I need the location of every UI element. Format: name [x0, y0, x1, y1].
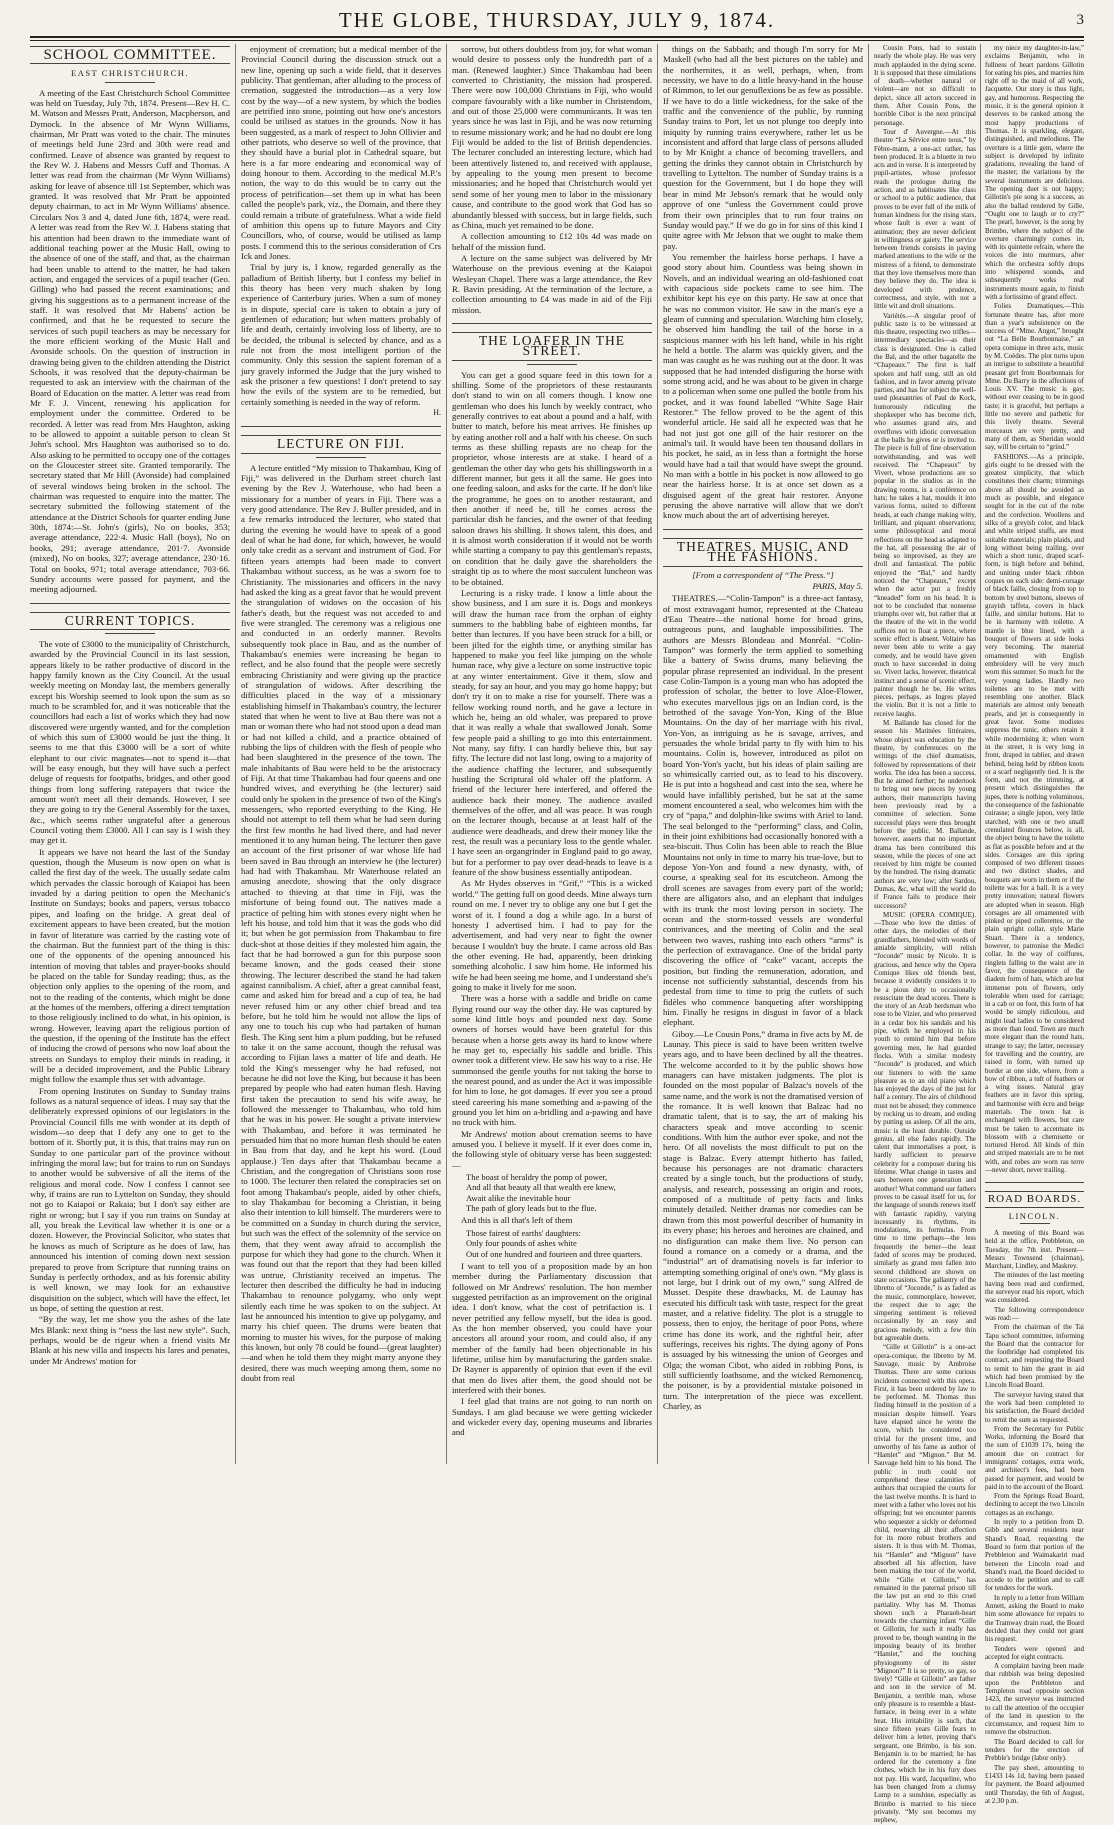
column-1 [30, 44, 230, 1464]
divider [527, 364, 577, 365]
current-topics-heading: CURRENT TOPICS. [30, 612, 230, 630]
article-paragraph: The Board decided to call for tenders for the erection of Prebble's bridge (labor only). [985, 1737, 1084, 1763]
east-christchurch-subheading: EAST CHRISTCHURCH. [71, 68, 189, 79]
divider [316, 457, 366, 458]
section-rule [30, 603, 230, 604]
article-paragraph: enjoyment of cremation; but a medical member of the Provincial Council during the discussion struck out a new line, opening up such a wide field, that it deserves publicity. That gentleman, after alluding to the process of cremation, suggested the introduction—as a very low cost by the way—of a new system, by which the bodies are petrified into stone, pointing out how one's ancestors could be utilised as statues in the grounds. Now it has been suggested, as a mark of respect to John Ollivier and other patriots, who deserve so well of the province, that they should have a burial plot in Cathedral square, but here is a far more endearing and economical way of doing honour to them. According to the medical M.P.'s notion, the way to do this would be to carry out the process of petrification—set them up in what has been called the people's park, viz., the Domain, and there they could remain a tribute of gratefulness. What a wide field of ambition this opens up to future Mayors and City Councillors, who, of course, would be utilised as lamp posts. I commend this to the serious consideration of Crs Ick and Jones. [241, 44, 441, 261]
article-paragraph: I feel glad that trains are not going to run north on Sundays. I am glad because we were getting wickeder and wickeder every day, opening museums and libraries and [452, 1396, 652, 1438]
article-paragraph: A lecture entitled “My mission to Thakambau, King of Fiji,” was delivered in the Durham street church last evening by the Rev J. Waterhouse, who had been a missionary for a number of years in Fiji. There was a very good attendance. The Rev J. Buller presided, and in a few remarks introduced the lecturer, who stated that during the evening he would have to speak of a good deal of what he had done, for which, however, he would only take credit as a servant and instrument of God. For fifteen years attempts had been made to convert Thakambau without success, as he was a sworn foe to Christianity. The missionaries and officers in the navy had asked the king as a great favor that he would prevent the strangulation of widows on the occasion of his father's death, but the request was not acceded to and five were strangled. The ceremony was a religious one and conducted in an orderly manner. Revolts subsequently took place in Bau, and as the number of Thakambau's enemies were increasing he began to reflect, and he also found that the people were secretly embracing Christianity and were giving up the practice of strangulation of widows. After describing the difficulties placed in the way of a missionary establishing himself in Thakambau's country, the lecturer stated that when he went to live at Bau there was not a man or woman there who had not stood upon a dead man or had not killed a child, and a practice obtained of rubbing the lips of children with the flesh of people who had been slaughtered in the presence of the town. The male inhabitants of Bau were held to be the aristocracy of Fiji. At that time Thakambau had four queens and one hundred wives, and everything he (the lecturer) said could only be spoken in the presence of two of the King's messengers, who reported everything to the King. He should not attempt to tell them what he had seen during the first few months he had lived there, and had never mentioned it to any human being. The lecturer then gave an account of the first prisoner of war whose life had been saved in Bau through an interview he (the lecturer) had had with Thakambau. Mr Waterhouse related an amusing anecdote, showing that the only disgrace attached to thieving at that time in Fiji, was the misfortune of being found out. The natives made a practice of pelting him with stones every night when he left his house, and told him that it was the gods who did it; but when he got permission from Thakambau to fire duck-shot at those deities if they molested him again, the fact that he had borrowed a gun for this purpose soon became known, and the gods ceased their stone throwing. The lecturer described the stand he had taken against cannibalism. A chief, after a great cannibal feast, came and asked him for bread and a cup of tea, he had never refused him or any other chief bread and tea before, but he told him he would not allow the lips of any one to touch his cup who had partaken of human flesh. The King sent him a plum pudding, but he refused to take it on the same account, though the refusal was according to Fijian laws a matter of life and death. He told the King's messenger why he had refused, not because he did not love the King, but because it has been prepared by people who had eaten human flesh. Having first taken the precaution to send his wife away, he followed the messenger to Thakambau, who told him that he was in his power. He sought a private interview with Thakambau, and before it was terminated he persuaded him that no more human flesh should be eaten in Bau from that day, and he kept his word. (Loud applause.) Ten days after that Thakambau became a Christian, and the congregation of Christians soon rose to 1000. The lecturer then related the conspiracies set on foot among Thakambau's people, aided by other chiefs, to slay Thakambau for becoming a Christian, it being also their intention to kill himself. The murderers were to be committed on a Sunday in church during the service, but such was the effect of the solemnity of the service on them, that they went away afraid to accomplish the purpose for which they had gone to the church. When it was found out that the report that they had been killed was untrue, Christianity received an impetus. The lecturer then described the difficulty he had in inducing Thakambau to renounce polygamy, who only wept silently each time he was spoken to on the subject. At last he announced his intention to give up polygamy, and marry his chief queen. The drums were beaten that morning to muster his wives, for the purpose of making this known, but only 78 could be found—(great laughter)—and when he told them they might marry anyone they desired, there was much weeping among them, some no doubt from real [241, 462, 441, 1383]
article-paragraph: There was a horse with a saddle and bridle on came flying round our way the other day. He was captured by some kind little boys and pounded next day. Some owners of horses would have been grateful for this because when a horse gets away its hard to know where he may get to, especially his saddle and bridle. This owner took a different view. He saw his way to a rise. He summonsed the gentle youths for not taking the horse to the nearest pound, and as under the Act it was impossible for him to lose, he got damages. If ever you see a proud steed careering his mane something and a-pawing of the ground you let him on a-bridling and a-pawing and have no truck with him. [452, 993, 652, 1128]
article-paragraph: You remember the hairless horse perhaps. I have a good story about him. Countless was being shown in Novels, and an individual wearing an old-fashioned coat with capacious side pockets came to see him. The exhibitor kept his eye on this party. He saw at once that he was no common visitor. He saw in the man's eye a gleam of cunning and speculation. Watching him closely, he observed him handling the tail of the horse in a suspicious manner with his left hand, while in his right he held a bottle. The alarm was quickly given, and the man was caught as he was rushing out at the door. It was supposed that he had intended disfiguring the horse with some strong acid, and he was about to be given in charge to a policeman when some one pulled the bottle from his pocket, and it was found labelled “White Sage Hair Restorer.” The fellow proved to be the agent of this wonderful article. He said all he expected was that he had not just got one gill of the hair restorer on the animal's tail. It would have been ten thousand dollars in his pocket, he said, as in less than a fortnight the horse would have had a tail that would have swept the ground. No man with a bottle in his pocket is now allowed to go near the hairless horse. It is at once set down as a disguised agent of the great hair restorer. Anyone perusing the above narrative will allow that we don't know much about the art of advertising hereyet. [663, 251, 863, 521]
column-rule [980, 44, 981, 1464]
article-paragraph: In reply to a letter from William Annett, asking the Board to make him some allowance for repairs to the Tramway drain road, the Board decided that they could not grant his request. [985, 1593, 1084, 1644]
article-paragraph: As Mr Hydes observes in “Grif,” “This is a wicked world.” The getting full on good deeds. Mine always turn round on me. I never try to oblige any one but I get the worst of it. I found a dog a while ago. In a burst of honesty I advertised him. I had to pay for the advertisement, and had very near to fight the owner because I wouldn't buy the brute. I came across old Bas the other evening. He had, apparently, been drinking something alcoholic. I saw him home. He informed his wife he had been seeing me home, and I understand she's going to make it lively for me soon. [452, 878, 652, 992]
article-paragraph: A collection amounting to £12 10s 4d was made on behalf of the mission fund. [452, 231, 652, 252]
verse [466, 1228, 652, 1259]
masthead-rule [30, 40, 1084, 41]
verse [466, 1172, 652, 1213]
divider [1020, 1223, 1050, 1224]
column-6 [985, 44, 1084, 1805]
divider [105, 82, 155, 83]
lecture-on-fiji-heading: LECTURE ON FIJI. [241, 435, 441, 453]
section-rule [452, 323, 652, 324]
columns [30, 44, 1084, 1825]
column-4 [663, 44, 863, 1464]
masthead [30, 6, 1084, 38]
loafer-heading: THE LOAFER IN THE STREET. [452, 332, 652, 361]
lincoln-subheading: LINCOLN. [1008, 1210, 1061, 1221]
article-paragraph: From the chairman of the Tai Tapu school committee, informing the Board that the contractor for the footbridge had completed his contract, and requesting the Board to remit to him the grant in aid which had been promised by the Lincoln Road Board. [985, 1323, 1084, 1390]
article-paragraph: From the Secretary for Public Works, informing the Board that the sum of £1039 17s, being the amount due on contract for immigrants' cottages, extra work, and architect's fees, had been passed for payment, and would be paid in to the account of the Board. [985, 1424, 1084, 1491]
byline: [From a correspondent of “The Press.”] [692, 569, 834, 580]
article-paragraph: “Gille et Gillotin” is a one-act opera-comique, the libretto by M. Sauvage, music by Ambroise Thomas. There are some curious incidents connected with this opera. First, it has been ordered by law to be performed. M. Thomas thus finding himself in the position of a musician despite himself. Years have elapsed since he wrote the score, which he considered too trivial for the present time, and unworthy of his fame as author of “Hamlet” and “Mignon.” But M. Sauvage held him to his bond. The public in truth could not comprehend these calamities of authors that occupied the courts for the last twelve months. It is hard to meet with a father who loves not his offspring; but we encounter parents who sequester a sickly or deformed child, reserving all their affection for its more robust brothers and sisters. It is thus with M. Thomas, his “Hamlet” and “Mignon” have absorbed all his affection, have been making the tour of the world, while “Gille et Gillotin,” has remained in the paternal prison till the law put an end to this cruel partiality. Why has M. Thomas shown such a Pharaoh-heart towards the charming infant “Gille et Gillotin, for such it really has proved to be, though wanting in the imposing beauty of its brother “Hamlet,” and the touching physiognomy of its sister “Mignon?” It is so pretty, so gay, so lively! “Gille et Gillotin” are father and son in the service of M. Benjamin, a terrible man, whose only pleasure is to resemble a blast-furnace, in being ever in a white heat. His irritability is such, that since fifteen years Gille fears to deliver him a letter, proving that's sergeant, one Brimbo, is his son. Benjamin is to be married; he has ordered for the ceremony a fine clothes, which he in his fury does not pay. His ward, Jacqueline, who has been changed from a clumsy Lump to a sunshine, especially as Brimbo is married to his niece privately. “My son becomes my nephew, [874, 1343, 976, 1825]
article-paragraph: Lecturing is a risky trade. I know a little about the show business, and I am sure it is. Dogs and monkeys will draw the human race from the orphan of eighty summers to the babbling babe of eighteen months, far better than lectures. If you have been struck for a bill, or been jilted for the eighth time, or anything similar has happened to make you feel like jumping on the whole human race, why give a lecture on some instructive topic at any winter entertainment. Give it them, slow and steady, for say an hour, and you may go home happy; but don't try it on to make a rise for yourself. There was a fellow working round north, and he gave a lecture in which he, being an old whaler, was prepared to prove that it was really a whale that swallowed Jonah. Some few people paid a shilling to go into this entertainment. Not many, say fifty. I can hardly believe this, but say fifty. The lecture did not last long, owing to a majority of the audience chaffing the lecturer, and subsequently hustling the Scriptural old whaler off the platform. A friend of the lecturer here interfered, and offered the audience back their money. The audience availed themselves of the offer, and all was peace. It was rough on the lecturer though, because at at least half of the audience were deadheads, and drew their money like the rest, the result was a pecuniary loss to the gentle whaler. I have seen an organgrinder in England paid to go away, but for a performer to pay over dead-heads to leave is a feature of the show business essentially antipodean. [452, 587, 652, 878]
column-5 [874, 44, 976, 1825]
article-paragraph: The following correspondence was read:— [985, 1305, 1084, 1322]
article-paragraph: FASHIONS.—As a principle, girls ought to be dressed with the greatest simplicity, that which constitutes their charm; trimmings above all should be avoided as much as possible, and elegance sought for in the cut of the robe and the confection. Woollens and silks of a greyish color, and black and white striped stuffs, are most suitable materials; plain plaids, and long without being trailing, over which a short tunic, draped scarf-form, is high before and behind, and uniting under black ribbon coques on each side: demi-corsage of black faille, closing from top to bottom by steel buttons, sleeves of grayish taffeta, covers in black faille, and similar buttons. Hat to be in harmony with toilette. A mantle is blue lined, with a bouquet of flowers at side looks very becoming. The material ornamented with English embroidery will be very much worn this summer. So much for the very young ladies. Hardly two toilettes are to be met with resembling one another. Black materials are almost only beneath pearls, and jet is consequently in great favor. Some modistes suppress the tunic, others retain it while modernising it; when worn in the street, it is very long in front, draped in tablier, and drawn behind, being held by ribbon knots or a scarf negligently tied. It is the form, and not the trimming, at present which distinguishes the jupes, there is nothing voluminous, the consequence of the fashionable cuirasse; a single jupon, very little starched, with one or two small crenulated flounces below, is all, the object being to have the toilette as flat as possible before and at the sides. Corsages are this spring composed of two different tissues and two distinct shades, and bouquets are worn in them or if the toilette was for a ball. It is a very pretty innovation; natural flowers are adopted when in season. High corsages are all ornamented with pinked or piped collerettes, or the plain upright collar, style Marie Stuart. There is a tendency, however, to patronise the Medici collar. In the way of coiffures, ringlets falling to the waist are in favor, the consequence of the diadem form of hats, which are but immense pots of flowers, only tolerable when used for carriage; in a cab or on foot, this form of hat would be simply ridiculous, and might lead ladies to be considered as more than loud. Town are much more elegant than the round hats, strange to say; the latter, necessary for travelling and the country, are raised in form, with turned up border at one side, where, from a bow of ribbon, a tuft of feathers or a wing issues. Natural gray feathers are in favor this spring, and harmonise with ècru and beige materials. The town hat is enchanged with flowers, but care must be taken to accentuate its blossom with a chemisette or tortured Herod. All kinds of thin and striped materials are to be met with, and robes are worn ras terre—never short, never trailing. [985, 452, 1084, 1175]
school-committee-heading: SCHOOL COMMITTEE. [30, 46, 230, 64]
section-rule [985, 1182, 1084, 1183]
article-paragraph: sorrow, but others doubtless from joy, for what woman would desire to possess only the hundredth part of a man. (Renewed laughter.) Since Thakambau had been converted to Christianity, the mission had prospered. There were now 100,000 Christians in Fiji, who would compare favourably with a like number in Christendom, and out of those 25,000 were communicants. It was ten years since he was last in Fiji, and he was now returning to resume missionary work; and he had no doubt ere long Fiji would be added to the list of British dependencies. The lecturer concluded an interesting lecture, which had been attentively listened to, and received with applause, by appealing to the young men present to become missionaries; and he hoped that Christchurch would yet send some of her young men to labor in the missionary cause, and contribute to the good work that God has so abundantly blessed with success, but in large fields, such as China, much yet remained to be done. [452, 44, 652, 230]
article-paragraph: The surveyor having stated that the work had been completed to his satisfaction, the Board decided to remit the sum as requested. [985, 1390, 1084, 1424]
article-paragraph: I want to tell you of a proposition made by an hon member during the Parliamentary discussion that followed on Mr Andrews' resolution. The hon member suggested petrifaction as an improvement on the original idea. I don't know, what the cost of petrifaction is. I never petrified any fellow myself, but the idea is good. As the hon member observed, you could have your ancestors all around your room, and could also, if any member of the family had been objectionable in his lifetime, utilise him by manufacturing the garden snake. Dr Rayner is apparently of opinion that even if the evil that men do lives after them, the good should not be interfered with their bones. [452, 1260, 652, 1395]
article-paragraph: “By the way, let me show you the ashes of the late Mrs Blank: next thing is “ness the last new style”. Such, perhaps, would be de rigeur when a friend visits Mr Blank at his new villa and inspects his lares and penates, under Mr Andrews' motion for [30, 1314, 230, 1366]
newspaper-title: THE GLOBE, THURSDAY, JULY 9, 1874. [338, 8, 776, 32]
column-rule [868, 44, 869, 1464]
signature: H. [433, 408, 441, 418]
theatres-heading: THEATRES, MUSIC, AND THE FASHIONS. [663, 538, 863, 567]
article-paragraph: MUSIC (OPERA COMIQUE).—Those who love the ditties of other days, the melodies of their grandfathers, blended with words of amiable simplicity, will relish “Joconde” music by Nicolo. It is gracious, and hence why the Opera Comique likes old friends best, because it evidently considers it to be a pious duty to occasionally resuscitate the dead scores. There is the story of an Arab herdsman who rose to be Vizier, and who preserved in a cedar box his sandals and his pipe, which he employed in his youth to remind him that before governing men, he had guarded flocks. With a similar modesty “Joconde” is produced, and which our listeners to with the same pleasure as to an old piano which has enjoyed the days of the just for half a century. The airs of childhood must not be abused; they commence by rocking us to dream, and ending by putting us asleep. Of all the arts, music is the least durable. Outside genius, all else fades rapidly. The talent that immortalises a poet, is hardly sufficient to preserve celebrity for a composer during his lifetime. What change in tastes and ears between one generation and another! What command our fathers proves to be casual itself for us, for the language of sounds renews itself with fantastic rapidity, varying incessantly its rhythms, its modulations, its formulas. From time to time perhaps—the less frequently the better—the least faded of scores may be produced, similarly as grand men fallen into second childhood are shown on state occasions. The gallantry of the libretto of “Joconde,” is as faded as the music, commonplace, however, the respect due to age; the simpering sentiment is relieved occasionally by an easy and gracious melody, with a few thin but agreeable duets. [874, 910, 976, 1343]
article-paragraph: Trial by jury is, I know, regarded generally as the palladium of British liberty, but I confess my belief in this theory has been very much shaken by long experience of Canterbury juries. When a sum of money is in dispute, special care is taken to obtain a jury of gentlemen of education; but when matters probably of life and death, certainly involving loss of liberty, are to be decided, the tribunal is selected by chance, and as a rule not from the most intelligent portion of the community. Only this session the sapient foreman of a jury gravely informed the Judge that the jury wished to ask the prisoner a few questions! I don't pretend to say how the evils of the system are to be remedied, but certainly something is needed in the way of reform. [241, 262, 441, 407]
article-paragraph: The minutes of the last meeting having been read and confirmed, the surveyor read his report, which was considered. [985, 1271, 1084, 1305]
article-paragraph: A lecture on the same subject was delivered by Mr Waterhouse on the previous evening at the Kaiapoi Wesleyan Chapel. There was a large attendance, the Rev R. Bavin presiding. At the termination of the lecture, a collection amounting to £4 was made in aid of the Fiji mission. [452, 252, 652, 315]
section-rule [241, 426, 441, 427]
article-paragraph: From opening Institutes on Sunday to Sunday trains follows as a natural sequence of ideas. I may say that the deliberately expressed opinions of our legislators in the Provincial Council fills me with wonder at its depth of wisdom—so deep that I defy any one to get to the bottom of it. Shortly put, it is this, that trains may run on Sunday to one particular part of the province without infringing the moral law; but for trains to run on Sundays to another would be subversive of all the items of the religious and moral code. Now I confess I cannot see why, if trains are run to Lyttelton on Sunday, they should not go to Kaiapoi or Rakaia; but I don't say either are right or wrong; but I say if you run trains on Sunday at all, you break the Levitical law whether it is one or a dozen. However, the Provincial Solicitor, who states that he knows as much of Scripture as he does of law, has announced his intention of coming down next session prepared to prove from Scripture that running trains on Sunday is perfectly orthodox, and as his forensic ability is well known, we may look for an exhaustive disquisition on the subject, which will have the effect, let us hope, of setting the question at rest. [30, 1085, 230, 1313]
column-2 [241, 44, 441, 1464]
article-paragraph: You can get a good square feed in this town for a shilling. Some of the proprietors of these restaurants don't stand to win on all comers though. I know one gentleman who does his lunch by weekly contract, who generally contrives to eat about a pound and a half, with butter to match, before his meat arrives. He finishes up by eating another roll and a half with his cheese. On such terms as these shilling repasts are no cheap for the proprietor, whose interests are at stake. I heard of a gentleman the other day who gets his shillingsworth in a different manner, but gets it all the same. He goes into one feeding saloon, and asks for the carte. If he don't like the programme, he goes on to another restaurant, and then another if need be, till he comes across the particular dish he fancies, and the owner of that feeding saloon draws his shilling. It shows talent, this does, and it is almost worth consideration if it would not be worth while starting a company to pay this gentleman's repasts, on condition that he daily gave the shareholders the straight tip as to where the most succulent luncheon was to be obtained. [452, 369, 652, 587]
verse-line: Out of one hundred and fourteen and three quarters. [466, 1248, 643, 1259]
column-rule [235, 44, 236, 1464]
article-paragraph: A meeting of the East Christchurch School Committee was held on Tuesday, July 7th, 1874. Present—Rev H. C. M. Watson and Messrs Pratt, Anderson, Macpherson, and Dymock. In the absence of Mr Wynn Williams, chairman, Mr Pratt was voted to the chair. The minutes of meetings held June 23rd and 30th were read and confirmed. Leave of absence was granted by request to the Rev W. J. Habens and Messrs Cuff and Thomas. A letter was read from the chairman (Mr Wynn Williams) asking for leave of absence till 1st September, which was granted. It was resolved that Mr Pratt be appointed deputy chairman, to act in Mr Wynn Williams' absence. Circulars Nos 3 and 4, dated June 6th, 1874, were read. A letter was read from the Rev W. J. Habens stating that his attention had been drawn to the immediate want of additional teaching power at the Music Hall, owing to the absence of one of the staff, and that, as the chairman had been unable to attend to the matter, he had taken action, and engaged the services of a pupil teacher (Geo. Gilling) who had passed the recent examinations; and giving his suggestions as to a permanent increase of the staff. It was resolved that Mr Habens' action be confirmed, and that he be requested to secure the services of such pupil teachers as may be necessary for the more efficient working of the Music Hall and Avonside schools. On the question of instruction in drawing being given to the children attending the District Schools, it was resolved that the deputy-chairman be requested to ask an interview with the chairman of the Board of Education on the matter. A letter was read from Mr F. J. Vincent, renewing his application for employment under the committee. Ordered to be recorded. A letter was read from Mrs Haughton, asking to be allowed to appoint a suitable person to clean St John's school. Mrs Haughton was authorised so to do. Also asking to be permitted to occupy one of the cottages on the Gloucester street site. Granted temporarily. The secretary stated that Mr Hill (Avonside) had complained of several windows being broken in the school. The chairman was requested to enquire into the matter. The secretary submitted the following statement of the attendance at the District Schools for quarter ending June 30th, 1874:—St. John's (girls), No on books, 353; average attendance, 222·4. Music Hall (boys), No on books, 291; average attendance, 201·7. Avonside (mixed), No on books, 327; average attendance, 230·16. Total on books, 971; total average attendance, 703·66. Sundry accounts were passed for payment, and the meeting adjourned. [30, 87, 230, 595]
verse-line: And all that beauty all that wealth ere knew, [466, 1182, 616, 1193]
article-paragraph: Tour d' Auvergne.—At this theatre “La Sérvice entre nous,” by Fèbre-mann, a one-act rather, has been produced. It is a bluette in two acts and in verse. It is interpreted by pupil-artistes, whose professor reads the prologue during the action, and as habituates like class or school to a public audience, that proves to be ever full of the milk of human kindness for the rising stars, whose fault is ever a want of animation; they are never deficient in willingness or gaiety. The service between friends consists in paying marked attentions to the wife or the mistress of a friend, to demonstrate that they love themselves more than they believe they do. The idea is developed with prudence, correctness, and style, with not a little wit and droll situations. [874, 127, 976, 311]
article-paragraph: The vote of £3000 to the municipality of Christchurch, awarded by the Provincial Council in its last session, appears likely to be rather productive of discord in the happy family known as the City Council. At the usual weekly meeting on Monday last, the members generally except his Worship seemed to look upon the sum as so much to be scrambled for, and it was noticeable that the councillors had each a list of works which they had now discovered were urgently wanted, and for the completion of which this sum of £3000 would be just the thing. It seems to me that this £3000 will be a sort of white elephant to our civic magnates—not to spend it—that will be easy enough, but they will have such a perfect deluge of requests for footpaths, bridges, and other good things from long suffering ratepayers that twice the amount won't meet all their demands. However, I see they are going to try the General Assembly for the taxes, &c., which seems rather ungrateful after a generous Council voting them £3000. All I can say is I wish they may get it. [30, 638, 230, 846]
verse-line: The boast of heraldry the pomp of power, [466, 1172, 608, 1183]
article-paragraph: Variétés.—A singular proof of public taste is to be witnessed at this theatre, respecting two trifles—intermediary spectacles—as their class is designated. One is called the Bal, and the other bagatelle the “Chapeaux.” The first is half spoken and half sung, still an old fashion, and in favor among private parties, and has for subject the well-used pleasantries of Paul de Kock, humorously ridiculing the shopkeeper who has become rich, who assumes grand airs, and overflows with idiotic conversation at the balls he gives or is invited to. The piece is full of fine observation notwithstanding, and was well received. The “Chapeaux” by Vivert, whose productions are so popular in the studios as in the drawing rooms, is a conférence on hats; he takes a hat, moulds it into various forms, suited to different heads, at each change making witty, brilliant, and piquant observations; some philosophical and moral reflections on the head as adapted to the hat, all possessing the air of being so improvised, as they are droll and fantastical. The public enjoyed the “Bal,” and hardly noticed the “Chapeaux,” except when the actor put a freshly “kneaded” form on his head. It is not to be concluded that nonsense triumphs over wit, but rather that at the theatre of the wit in the world suffices not to float a piece, where scenic effect is absent. Voltaire has never been able to write a gay comedy, and he would have given much to have succeeded in doing so. Vivert lacks, however, theatrical instinct and a sense of scenic effect, painter though he be. He writes pieces, perhaps, as Ingres played the violin. But it is not a little to receive laughs. [874, 311, 976, 718]
article-paragraph: A meeting of this Board was held at the office, Prebbleton, on Tuesday, the 7th inst. Present—Messrs Townsend (chairman), Marchant, Lindley, and Maskrey. [985, 1228, 1084, 1271]
page-number: 3 [1076, 12, 1084, 28]
article-paragraph: things on the Sabbath; and though I'm sorry for Mr Maskell (who had all the best pictures on the table) and the northernites, it as well, perhaps, when, from necessity, we have to do a little heavy-hand in the house of Rimmon, to let our genuflexions be as few as possible. If we have to do a little wickedness, for the sake of the traffic and the convenience of the public, by running Sunday trains to Port, let us not plunge too deeply into iniquity by running trains everywhere, rather let us be inconsistent and afford that large class of persons alluded to by Mr Knight a chance of becoming travellers, and getting the drinks they cannot obtain in Christchurch by travelling to Lyttelton. The number of Sunday trains is a question for the Government, but I do hope they will bear in mind Mr Jebson's remark that he would only approve of one “unless the Government could prove from their own principles that to run four trains on Sunday would pay.” If we do go in for sins of this kind I quite agree with Mr Jebson that we ought to make them pay. [663, 44, 863, 251]
article-paragraph: From the Springs Road Board, declining to accept the two Lincoln cottages as an exchange. [985, 1492, 1084, 1517]
verse-line: Only four pounds of ashes white [466, 1238, 577, 1249]
column-rule [446, 44, 447, 1464]
column-3 [452, 44, 652, 1464]
article-paragraph: A complaint having been made that rubbish was being deposited upon the Prebbleton and Templeton road opposite section 1423, the surveyor was instructed to call the attention of the occupier of the land in question to the circumstance, and request him to remove the obstruction. [985, 1662, 1084, 1737]
article-paragraph: M. Ballande has closed for the season his Matinées littéraires, whose object was education by the theatre, by conferences on the writings of the chief dramatists, followed by representations of their works. The idea has been a success. But he aimed further; he undertook to bring out new pieces by young authors, their manuscripts having been previously read by a committee of selection. Some successful plays were thus brought before the public. M. Ballande, however, asserts that no important drama has been contributed this season, while the pieces of one act received by him might be counted by the hundred. The rising dramatic authors are very low; after Sardou, Dumas, &c, what will the world do if France fails to produce their successors? [874, 719, 976, 910]
article-paragraph: Folies Dramatiques.—This fortunate theatre has, after more than a year's subsistence on the success of “Mme. Angot,” brought out “La Belle Bourbonnaise,” an opera comique in three acts, music by M. Coèdes. The plot turns upon an intrigue to substitute a beautiful peasant girl from Bourbonnais for Mme. Du Barry in the affections of Louis XV. The music is gay, without ever ceasing to be in good taste; it is graceful, but perhaps a little too severe and pathetic for this lively theatre. Several morceaux are very pretty, and many of them, as Sheridan would say, will be certain to “grind.” [985, 302, 1084, 452]
article-paragraph: Tenders were opened and accepted for eight contracts. [985, 1644, 1084, 1661]
dateline: PARIS, May 5. [812, 580, 863, 591]
article-paragraph: Cousin Pons, had to sustain nearly the whole play. He was very much applauded in the dying scene. It is supposed that these simulations of death—whether natural or violent—are not so difficult to depict, since all actors succeed in them. After Cousin Pons, the horrible Cibot is the next principal personage. [874, 44, 976, 127]
article-paragraph: It appears we have not heard the last of the Sunday question, though the Museum is now open on what is called the first day of the week. The usually sedate calm which pervades the classic borough of Kaiapoi has been invaded by a daring petition to open the Mechanic's Institute on Sundays; books and papers, versus tobacco pipes, and loafing on the bridge. A great deal of excitement appears to have been created, but the motion in favor of literature was carried by the casting vote of the chairman. But the funniest part of the thing is this: one of the opponents of the opening announced his intention of moving that tables and prayer-books should be placed on the table for Sunday reading; thus, as the objection only applies to the opening of the room, and not to the reading of the contents, which might be done at the homes of the members, offering a direct temptation to those religiously inclined to do what, in his opinion, is wrong. However, leaving apart the religious portion of the question, if the opening of the Institute has the effect of inducing the crowd of persons who now loaf about the streets on Sundays to employ their minds in reading, it will be a decided improvement, and the Public Library might follow the example thus set with advantage. [30, 846, 230, 1085]
article-paragraph: The pay sheet, amounting to £1433 14s 1d, having been passed for payment, the Board adjourned until Thursday, the 6th of August, at 2.30 p.m. [985, 1763, 1084, 1805]
article-paragraph: my niece my daughter-in-law,” exclaims Benjamin, who in fullness of heart pardons Gillotin for eating his pies, and marries him right off to the maid of all work, Jacquette. Our story is thus light, gay, and humorous. Respecting the music, it is the general opinion it deserves to be ranked among the most happy productions of Thomas. It is sparkling, elegant, distinguished, and melodious. The overture is a little gem, where the subject is developed by infinite gradations, revealing the hand of the master; the variations by the several instruments are delicious. The opening duet is not happy; Gillotin's pie song is a success, as also the ballad rendered by Gille, “Ought one to laugh or to cry?” The pearl, however, is the song by Brimbo, where the subject of the overture charmingly comes in, with its quintette refrain, where the voices die into murmurs, after which the orchestra softly drops into whispered sounds, and subsequently works real instruments mount again, to finish with a fortissimo of grand effect. [985, 44, 1084, 301]
road-boards-heading: ROAD BOARDS. [985, 1191, 1084, 1207]
article-paragraph: In reply to a petition from D. Gibb and several residents near Shand's Road, requesting the Board to form that portion of the Prebbleton and Waimakariri road between the Lincoln road and Shand's road, the Board decided to accede to the petition and to call for tenders for the work. [985, 1518, 1084, 1593]
column-rule [657, 44, 658, 1464]
verse-line: Those fairest of earths' daughters: [466, 1227, 581, 1238]
article-paragraph: THEATRES.—“Colin-Tampon” is a three-act fantasy, of most extravagant humor, represented at the Chateau d'Eau Theatre—the national home for broad grins, outrageous puns, and laughable impossibilities. The authors are Messrs Blondeau and Monréal. “Colin-Tampon” was formerly the term applied to something like a battery of Swiss drums, many believing the popular phrase represented an individual. In the present case Colin-Tampon is a young man who has adopted the profession of scholar, the better to love Aloe-Flower, who executes marvellous jigs on an Indian cord, is the betrothed of the savage Yon-Yon, King of the Blue Mountains. On the day of her marriage with his rival, Yon-Yon, as intriguing as he is savage, arrives, and persuades the whole bridal party to fly with him to his mountains. Colin is, however, introduced as pilot on board Yon-Yon's yacht, but his ideas of plain sailing are so whimsically carried out, as to lead to his discovery. He is put into a hogshead and cast into the sea, where he would have infallibly perished, but he sat at the same moment encountered a seal, who welcomes him with the cry of “papa,” and dolphin-like swims with Ariel to land. The seal belonged to the “performing” class, and Colin, in their joint exhibitions had occasionally honored with a sea-biscuit. Thus Colin has been able to reach the Blue Mountains not only in time to marry his true-love, but to depose Yon-Yon and found a new dynasty, with, of course, a speaking seal for its escutcheon. Among the droll scenes are savages from every part of the world; there are alligators also, and an elephant that indulges with its trunk the most loving person in society. The ocean and the storm-tossed vessels are wonderful contrivances, and the meeting of Colin and the seal between two waves, rushing into each others “arms” is the perfection of extravagance. One of the bridal party discovering the office of “cake” vacant, accepts the position, but finding the remuneration, adoration, and incense not sufficiently substantial, descends from his pedestal from time to time to prig the cutlets of such fidèles who commence banqueting after worshipping him. Finally he resigns in disgust in favor of a black elephant. [663, 593, 863, 1028]
article-paragraph: And this is all that's left of them [461, 1215, 573, 1226]
divider [105, 633, 155, 634]
section-rule [663, 529, 863, 530]
verse-line: The path of glory leads but to the flue. [466, 1203, 597, 1214]
article-paragraph: Mr Andrews' motion about cremation seems to have amused you. I believe it myself. If it ever does come in, the following style of obituary verse has been suggested:— [452, 1128, 652, 1170]
article-paragraph: Giboy.—Le Cousin Pons,” drama in five acts by M. de Launay. This piece is said to have been written twelve years ago, and to have been declined by all the theatres. The welcome accorded to it by the public shows how managers can have mistaken judgments. The plot is founded on the most popular of Balzac's novels of the same name, and the work is not the dramatised version of the romance. It is well known that Balzac had no dramatic talent, that is to say, the art of making his characters speak and move according to scenic conditions. With him the author ever spoke, and not the hero. Of all novelists the most difficult to put on the stage is Balzac. Every attempt hitherto has failed, because his personages are not dramatic characters created by a single touch, but the productions of study, analysis, and research, possessing an origin and roots, composed of a multitude of petty facts and links minutely detailed. Neither dramas nor comedies can be drawn from this most powerful describer of humanity in its every phase; his heroes and heroines are chained, and no disfiguration can make them live. No person can found a romance on a comedy or a drama, and the “industrial” art of dramatising novels is far inferior to attempting something original of one's own. “My glass is not large, but I drink out of my own,” sung Alfred de Musset. Despite these drawbacks, M. de Launay has executed his difficult task with taste, respect for the great master, and a relative fidelity. The plot is a struggle to possess, then to enjoy, the heritage of poor Pons, where crime has done its work, and the rightful heir, after sufferings, receives his rights. The dying agony of Pons is assuaged by his witnessing the union of Georges and Olga; the woman Cibot, who aided in robbing Pons, is still sufficiently loathsome, and the wicked Remonencq, the poisoner, is by a providential mistake poisoned in turn. The interpretation of the piece was excellent. Charley, as [663, 1028, 863, 1411]
verse-line: Await alike the inevitable hour [466, 1192, 571, 1203]
